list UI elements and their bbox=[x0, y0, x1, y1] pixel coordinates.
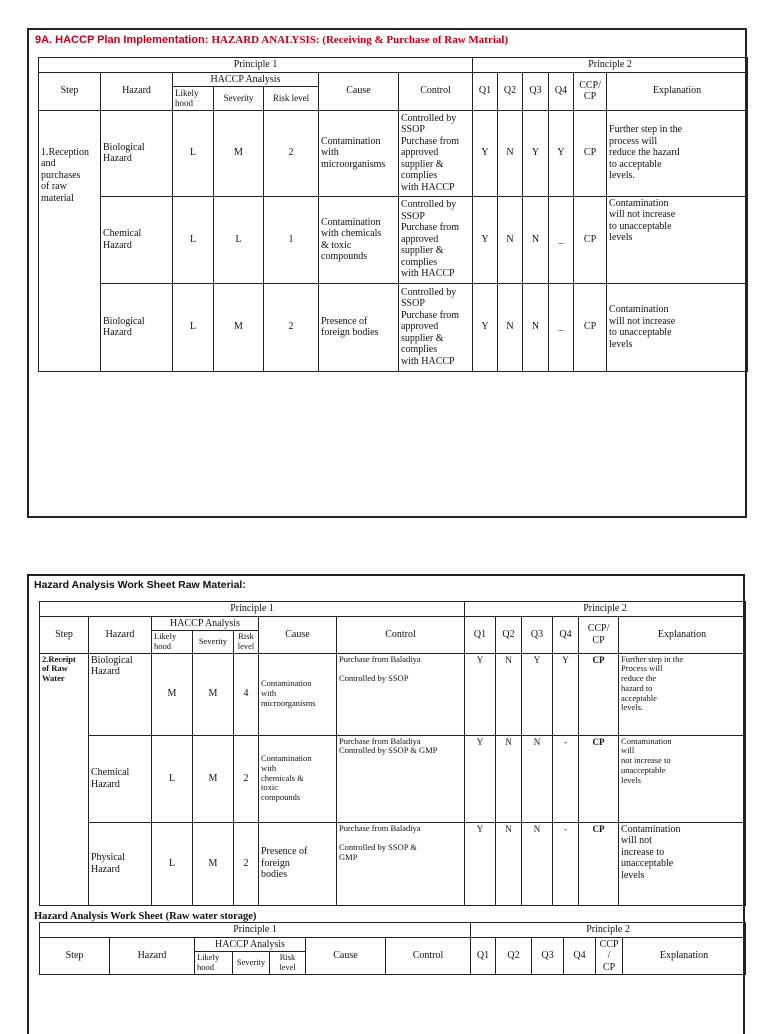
hazard-cell: Chemical Hazard bbox=[89, 735, 152, 822]
likelihood-cell: M bbox=[152, 653, 193, 735]
explanation-cell: Contamination will not increase to unacceptable levels bbox=[607, 283, 748, 371]
col-q4: Q4 bbox=[564, 937, 596, 975]
col-hazard: Hazard bbox=[89, 616, 152, 653]
control-cell: Controlled by SSOP Purchase from approved supplier & complies with HACCP bbox=[399, 283, 473, 371]
q1-cell: Y bbox=[465, 735, 496, 822]
col-q3: Q3 bbox=[522, 616, 553, 653]
col-cause: Cause bbox=[306, 937, 386, 975]
q4-cell: _ bbox=[549, 196, 574, 283]
principle-2-header: Principle 2 bbox=[471, 923, 746, 938]
control-cell: Controlled by SSOP Purchase from approved supplier & complies with HACCP bbox=[399, 110, 473, 196]
hazard-cell: Chemical Hazard bbox=[101, 196, 173, 283]
q2-cell: N bbox=[498, 283, 523, 371]
haccp-analysis-header: HACCP Analysis bbox=[152, 616, 259, 631]
control-cell: Controlled by SSOP Purchase from approved supplier & complies with HACCP bbox=[399, 196, 473, 283]
col-risk-level: Risk level bbox=[234, 631, 259, 654]
haccp-analysis-header: HACCP Analysis bbox=[195, 937, 306, 952]
col-hazard: Hazard bbox=[110, 937, 195, 975]
page2-title: Hazard Analysis Work Sheet Raw Material: bbox=[34, 579, 246, 591]
col-explanation: Explanation bbox=[619, 616, 746, 653]
q4-cell: Y bbox=[549, 110, 574, 196]
cause-cell: Contamination with microorganisms bbox=[259, 653, 337, 735]
col-step: Step bbox=[39, 72, 101, 110]
hazard-analysis-table-2 bbox=[39, 601, 746, 906]
cause-cell: Presence of foreign bodies bbox=[319, 283, 399, 371]
cause-cell: Presence of foreign bodies bbox=[259, 822, 337, 905]
col-severity: Severity bbox=[233, 952, 270, 975]
col-likelihood: Likely hood bbox=[173, 87, 214, 111]
risk-cell: 2 bbox=[234, 735, 259, 822]
col-cause: Cause bbox=[259, 616, 337, 653]
col-q2: Q2 bbox=[496, 937, 532, 975]
step-cell: 1.Reception and purchases of raw material bbox=[39, 110, 101, 371]
col-step: Step bbox=[40, 937, 110, 975]
control-cell: Purchase from Baladiya Controlled by SSOP & GMP bbox=[337, 822, 465, 905]
col-explanation: Explanation bbox=[607, 72, 748, 110]
q2-cell: N bbox=[498, 110, 523, 196]
table-row bbox=[39, 196, 748, 283]
q1-cell: Y bbox=[473, 196, 498, 283]
cause-cell: Contamination with chemicals & toxic compounds bbox=[259, 735, 337, 822]
q1-cell: Y bbox=[473, 283, 498, 371]
col-likelihood: Likely hood bbox=[152, 631, 193, 654]
raw-water-storage-table bbox=[39, 922, 746, 975]
q3-cell: Y bbox=[522, 653, 553, 735]
risk-cell: 2 bbox=[264, 110, 319, 196]
ccp-cell: CP bbox=[574, 110, 607, 196]
table-row bbox=[39, 110, 748, 196]
document-page-2 bbox=[27, 574, 745, 1034]
risk-cell: 4 bbox=[234, 653, 259, 735]
q1-cell: Y bbox=[465, 653, 496, 735]
likelihood-cell: L bbox=[152, 735, 193, 822]
likelihood-cell: L bbox=[173, 196, 214, 283]
likelihood-cell: L bbox=[152, 822, 193, 905]
explanation-cell: Further step in the process will reduce the hazard to acceptable levels. bbox=[607, 110, 748, 196]
col-risk-level: Risk level bbox=[264, 87, 319, 111]
step-cell: 2.Receipt of Raw Water bbox=[40, 653, 89, 905]
col-control: Control bbox=[386, 937, 471, 975]
ccp-cell: CP bbox=[579, 653, 619, 735]
hazard-cell: Physical Hazard bbox=[89, 822, 152, 905]
col-q4: Q4 bbox=[549, 72, 574, 110]
hazard-cell: Biological Hazard bbox=[89, 653, 152, 735]
ccp-cell: CP bbox=[574, 283, 607, 371]
hazard-cell: Biological Hazard bbox=[101, 283, 173, 371]
table-row bbox=[39, 283, 748, 371]
col-ccp: CCP/ CP bbox=[574, 72, 607, 110]
cause-cell: Contamination with microorganisms bbox=[319, 110, 399, 196]
col-ccp: CCP / CP bbox=[596, 937, 623, 975]
explanation-cell: Further step in the Process will reduce the hazard to acceptable levels. bbox=[619, 653, 746, 735]
col-explanation: Explanation bbox=[623, 937, 746, 975]
col-severity: Severity bbox=[193, 631, 234, 654]
risk-cell: 1 bbox=[264, 196, 319, 283]
q3-cell: N bbox=[523, 196, 549, 283]
ccp-cell: CP bbox=[579, 735, 619, 822]
q3-cell: N bbox=[522, 822, 553, 905]
col-q2: Q2 bbox=[498, 72, 523, 110]
col-q2: Q2 bbox=[496, 616, 522, 653]
q1-cell: Y bbox=[465, 822, 496, 905]
page1-title: 9A. HACCP Plan Implementation: HAZARD ANALYSIS: (Receiving & Purchase of Raw Matrial) bbox=[35, 34, 509, 46]
explanation-cell: Contamination will not increase to unacceptable levels bbox=[607, 196, 748, 283]
col-q3: Q3 bbox=[523, 72, 549, 110]
q4-cell: - bbox=[553, 822, 579, 905]
explanation-cell: Contamination will not increase to unacceptable levels bbox=[619, 822, 746, 905]
hazard-cell: Biological Hazard bbox=[101, 110, 173, 196]
risk-cell: 2 bbox=[264, 283, 319, 371]
severity-cell: M bbox=[214, 283, 264, 371]
likelihood-cell: L bbox=[173, 283, 214, 371]
principle-2-header: Principle 2 bbox=[465, 602, 746, 617]
q3-cell: N bbox=[522, 735, 553, 822]
col-severity: Severity bbox=[214, 87, 264, 111]
haccp-analysis-header: HACCP Analysis bbox=[173, 72, 319, 87]
ccp-cell: CP bbox=[574, 196, 607, 283]
hazard-analysis-table-1 bbox=[38, 57, 748, 372]
control-cell: Purchase from Baladiya Controlled by SSOP bbox=[337, 653, 465, 735]
col-hazard: Hazard bbox=[101, 72, 173, 110]
col-q1: Q1 bbox=[473, 72, 498, 110]
cause-cell: Contamination with chemicals & toxic compounds bbox=[319, 196, 399, 283]
q4-cell: Y bbox=[553, 653, 579, 735]
severity-cell: L bbox=[214, 196, 264, 283]
q3-cell: Y bbox=[523, 110, 549, 196]
col-cause: Cause bbox=[319, 72, 399, 110]
col-control: Control bbox=[399, 72, 473, 110]
severity-cell: M bbox=[193, 735, 234, 822]
q2-cell: N bbox=[496, 822, 522, 905]
col-likelihood: Likely hood bbox=[195, 952, 233, 975]
table-row bbox=[40, 822, 746, 905]
q2-cell: N bbox=[496, 653, 522, 735]
principle-2-header: Principle 2 bbox=[473, 58, 748, 73]
q3-cell: N bbox=[523, 283, 549, 371]
storage-section-title: Hazard Analysis Work Sheet (Raw water storage) bbox=[34, 911, 257, 922]
principle-1-header: Principle 1 bbox=[40, 923, 471, 938]
q1-cell: Y bbox=[473, 110, 498, 196]
ccp-cell: CP bbox=[579, 822, 619, 905]
q4-cell: - bbox=[553, 735, 579, 822]
col-step: Step bbox=[40, 616, 89, 653]
col-ccp: CCP/ CP bbox=[579, 616, 619, 653]
likelihood-cell: L bbox=[173, 110, 214, 196]
table-row bbox=[40, 735, 746, 822]
control-cell: Purchase from Baladiya Controlled by SSOP & GMP bbox=[337, 735, 465, 822]
col-control: Control bbox=[337, 616, 465, 653]
risk-cell: 2 bbox=[234, 822, 259, 905]
q4-cell: _ bbox=[549, 283, 574, 371]
col-q1: Q1 bbox=[471, 937, 496, 975]
severity-cell: M bbox=[193, 822, 234, 905]
q2-cell: N bbox=[498, 196, 523, 283]
document-page-1 bbox=[27, 28, 747, 518]
severity-cell: M bbox=[193, 653, 234, 735]
col-q4: Q4 bbox=[553, 616, 579, 653]
principle-1-header: Principle 1 bbox=[39, 58, 473, 73]
severity-cell: M bbox=[214, 110, 264, 196]
col-risk-level: Risk level bbox=[270, 952, 306, 975]
table-row bbox=[40, 653, 746, 735]
col-q3: Q3 bbox=[532, 937, 564, 975]
q2-cell: N bbox=[496, 735, 522, 822]
col-q1: Q1 bbox=[465, 616, 496, 653]
explanation-cell: Contamination will not increase to unacceptable levels bbox=[619, 735, 746, 822]
principle-1-header: Principle 1 bbox=[40, 602, 465, 617]
